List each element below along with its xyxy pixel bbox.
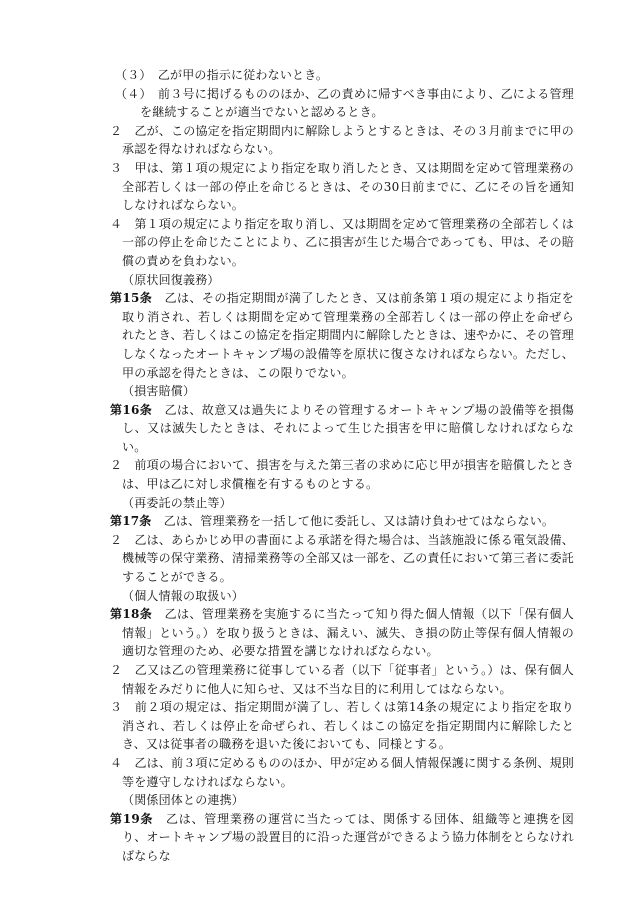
article-number: 第17条 <box>110 514 152 529</box>
article-number: 第19条 <box>110 811 154 826</box>
article-number: 第15条 <box>110 291 153 306</box>
clause <box>110 531 574 587</box>
clause <box>110 122 574 159</box>
clause <box>110 661 574 698</box>
clause-text: 乙が、この協定を指定期間内に解除しようとするときは、その３月前までに甲の承認を得なければならない。 <box>122 123 575 157</box>
item-number: （４） <box>115 86 146 101</box>
article-caption: （個人情報の取扱い） <box>122 588 245 603</box>
clause-number: ３ <box>110 160 123 175</box>
article-text: 乙は、管理業務の運営に当たっては、関係する団体、組織等と連携を図り、オートキャンプ場の設置目的に沿った運営ができるよう協力体制をとらなければならな <box>122 811 575 863</box>
article <box>110 512 574 531</box>
article <box>110 810 574 866</box>
article <box>110 289 574 382</box>
sub-item <box>110 85 574 122</box>
clause-number: ２ <box>110 123 123 138</box>
clause <box>110 754 574 791</box>
clause-number: ４ <box>110 755 123 770</box>
clause <box>110 698 574 754</box>
item-number: （３） <box>115 68 146 82</box>
clause-text: 前項の場合において、損害を与えた第三者の求めに応じ甲が損害を賠償したときは、甲は乙に対し求償権を有するものとする。 <box>122 458 574 492</box>
clause-text: 甲は、第１項の規定により指定を取り消したとき、又は期間を定めて管理業務の全部若しくは一部の停止を命じるときは、その30日前までに、乙にその旨を通知しなければならない。 <box>122 160 575 213</box>
article-caption: （原状回復義務） <box>122 272 220 287</box>
clause-text: 乙は、前３項に定めるもののほか、甲が定める個人情報保護に関する条例、規則等を遵守しなければならない。 <box>122 755 574 789</box>
article <box>110 605 574 661</box>
clause <box>110 159 574 215</box>
sub-item <box>110 66 574 85</box>
item-text: 前３号に掲げるもののほか、乙の責めに帰すべき事由により、乙による管理を継続することが適当でないと認めるとき。 <box>140 86 574 120</box>
article-text: 乙は、その指定期間が満了したとき、又は前条第１項の規定により指定を取り消され、若しくは期間を定めて管理業務の全部若しくは一部の停止を命ぜられたとき、若しくはこの協定を指定期間内に解除したときは、速やかに、その管理しなくなったオートキャンプ場の設備等を原状に復さなければならない。ただし、甲の承認を得たときは、この限りでない。 <box>122 291 575 380</box>
article-text: 乙は、管理業務を実施するに当たって知り得た個人情報（以下「保有個人情報」という。）を取り扱うときは、漏えい、滅失、き損の防止等保有個人情報の適切な管理のため、必要な措置を講じなければならない。 <box>122 607 574 659</box>
article-text: 乙は、管理業務を一括して他に委託し、又は請け負わせてはならない。 <box>163 514 555 529</box>
clause-text: 前２項の規定は、指定期間が満了し、若しくは第14条の規定により指定を取り消され、若しくは停止を命ぜられ、若しくはこの協定を指定期間内に解除したとき、又は従事者の職務を退いた後においても、同様とする。 <box>122 700 574 752</box>
article-number: 第16条 <box>110 402 153 417</box>
article-text: 乙は、故意又は過失によりその管理するオートキャンプ場の設備等を損傷し、又は滅失したときは、それによって生じた損害を甲に賠償しなければならない。 <box>122 402 574 454</box>
clause <box>110 456 574 493</box>
document-body <box>110 66 574 866</box>
article-number: 第18条 <box>110 607 153 622</box>
clause-number: ２ <box>110 458 123 473</box>
clause-text: 第１項の規定により指定を取り消し、又は期間を定めて管理業務の全部若しくは一部の停止を命じたことにより、乙に損害が生じた場合であっても、甲は、その賠償の責めを負わない。 <box>122 216 574 268</box>
clause-text: 乙又は乙の管理業務に従事している者（以下「従事者」という。）は、保有個人情報をみだりに他人に知らせ、又は不当な目的に利用してはならない。 <box>122 663 574 696</box>
clause <box>110 215 574 271</box>
clause-number: ３ <box>110 700 123 715</box>
article-caption: （関係団体との連携） <box>122 793 245 808</box>
article-caption: （再委託の禁止等） <box>122 495 232 510</box>
article-caption: （損害賠償） <box>122 384 196 399</box>
clause-number: ２ <box>110 532 123 547</box>
clause-text: 乙は、あらかじめ甲の書面による承諾を得た場合は、当該施設に係る電気設備、機械等の保守業務、清掃業務等の全部又は一部を、乙の責任において第三者に委託することができる。 <box>122 532 575 585</box>
article <box>110 401 574 457</box>
item-text: 乙が甲の指示に従わないとき。 <box>157 68 329 82</box>
clause-number: ４ <box>110 216 123 231</box>
clause-number: ２ <box>110 663 123 677</box>
